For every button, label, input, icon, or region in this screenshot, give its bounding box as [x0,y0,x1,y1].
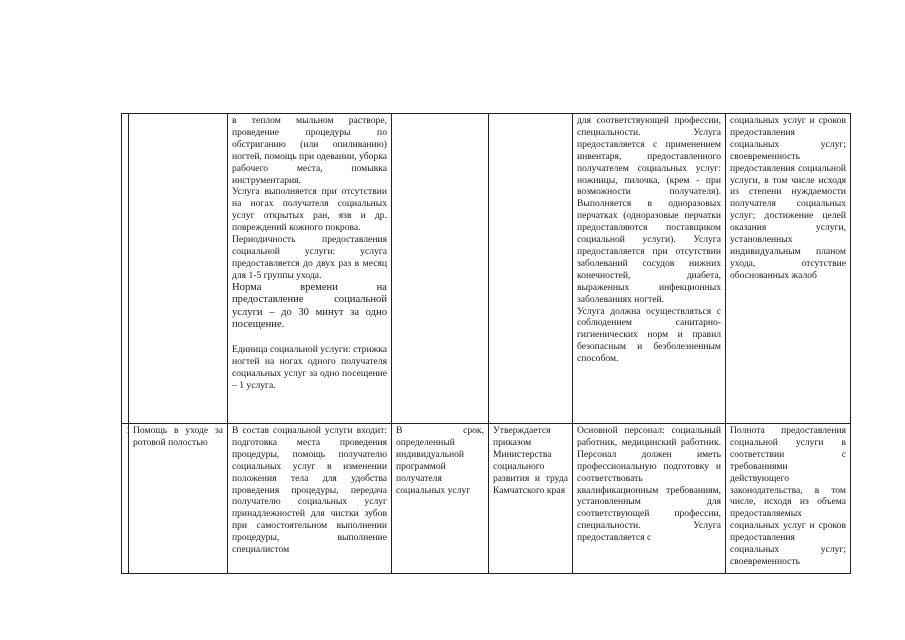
table-row [122,424,851,574]
service-tariff-cell [489,424,573,574]
description-text: В состав социальной услуги входит: подготовка места проведения процедуры, помощь получателю социальных услуг в изменении положения тела для удобства проведения процедуры, передача получателю социальных услуг принадлежностей для чистки зубов при самостоятельном выполнении процедуры, выполнение специалистом [232,425,387,556]
tariff-text: Утверждается приказом Министерства социального развития и труда Камчатского края [493,425,568,496]
service-term-cell [392,114,489,424]
row-number-cell [122,114,129,424]
service-description-cell [228,114,392,424]
conditions-text: Основной персонал: социальный работник, медицинский работник. Персонал должен иметь профессиональную подготовку и соответствовать квалификационным требованиям, установленным для соответствующей профессии, специальности. Услуга предоставляется с [577,425,721,544]
conditions-text: для соответствующей профессии, специальности. Услуга предоставляется с применением инвентаря, предоставленного получателем социальных услуг: ножницы, пилочка, (крем - при возможности получателя). Выполняется в одноразовых перчатках (одноразовые перчатки предоставляются поставщиком социальной услуги). Услуга предоставляется при отсутствии заболеваний сосудов нижних конечностей, диабета, выраженных инфекционных заболеваниях ногтей. Услуга должна осуществляться с соблюдением санитарно-гигиенических норм и правил безопасным и безболезненным способом. [577,115,721,365]
quality-indicators-cell [726,114,851,424]
service-conditions-cell [573,114,726,424]
service-term-cell [392,424,489,574]
row-number-cell [122,424,129,574]
service-unit-text: Единица социальной услуги: стрижка ногтей на ногах одного получателя социальных услуг за одно посещение – 1 услуга. [232,344,387,391]
service-description-cell [228,424,392,574]
indicators-text: Полнота предоставления социальной услуги в соответствии с требованиями действующего законодательства, в том числе, исходя из объема предоставляемых социальных услуг и сроков предоставления социальных услуг; своевременность [730,425,846,567]
indicators-text: социальных услуг и сроков предоставления социальных услуг; своевременность предоставления социальной услуги, в том числе исходя из степени нуждаемости получателя социальных услуг; достижение целей оказания услуги, установленных индивидуальным планом ухода, отсутствие обоснованных жалоб [730,115,846,281]
service-name-text: Помощь в уходе за ротовой полостью [133,425,223,448]
social-services-table [121,113,851,574]
service-conditions-cell [573,424,726,574]
quality-indicators-cell [726,424,851,574]
table-row [122,114,851,424]
service-name-cell [129,424,228,574]
time-norm-text: Норма времени на предоставление социальной услуги – до 30 минут за одно посещение. [232,281,387,331]
description-text: в теплом мыльном растворе, проведение процедуры по обстриганию (или опиливанию) ногтей, помощь при одевании, уборка рабочего места, помывка инструментария. Услуга выполняется при отсутствии на ногах получателя социальных услуг открытых ран, язв и др. повреждений кожного покрова. Периодичность предоставления социальной услуги: услуга предоставляется до двух раз в месяц для 1-5 группы ухода. [232,115,387,281]
term-text: В срок, определенный индивидуальной программой получателя социальных услуг [396,425,484,496]
service-name-cell [129,114,228,424]
service-tariff-cell [489,114,573,424]
